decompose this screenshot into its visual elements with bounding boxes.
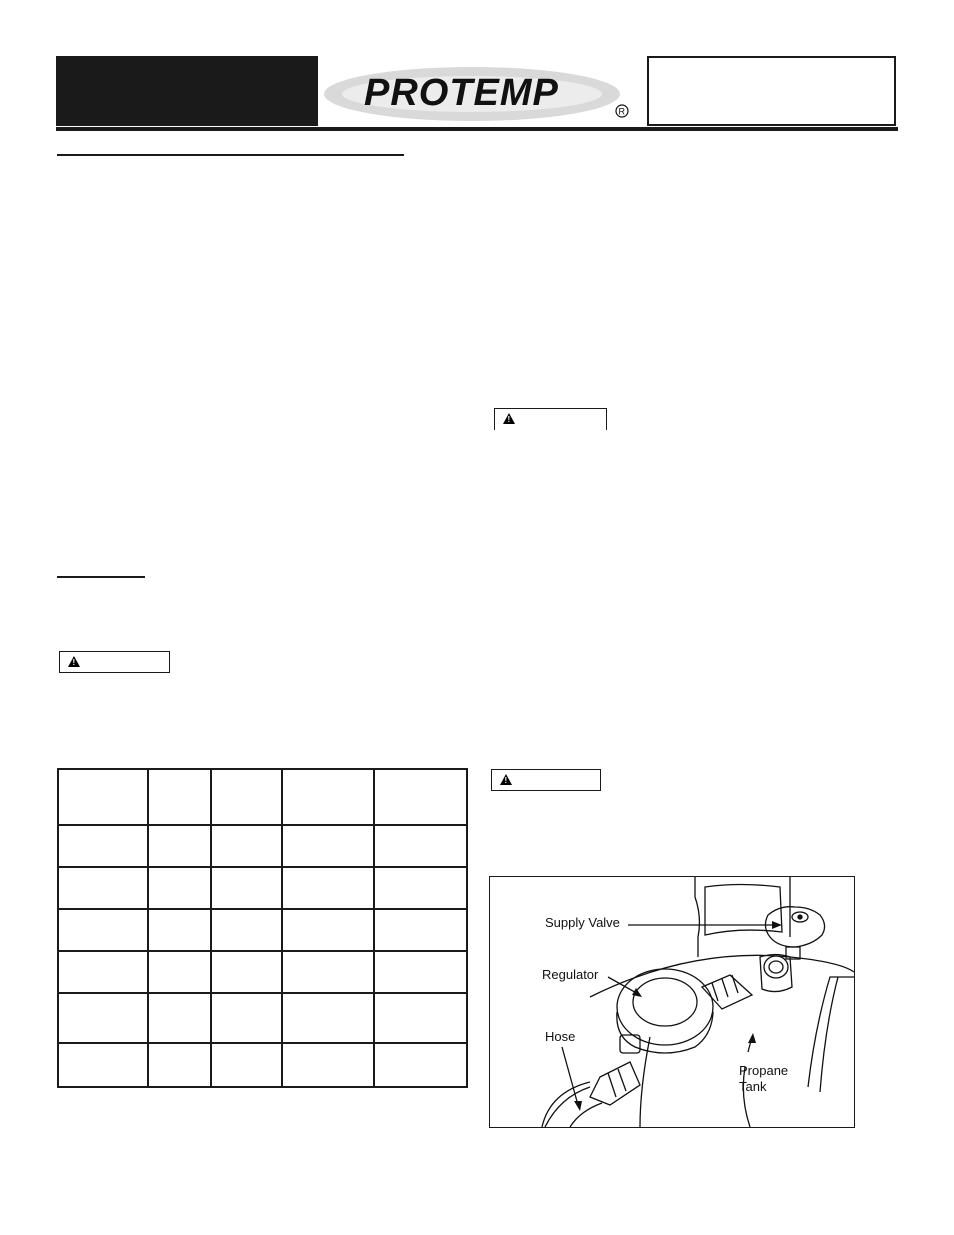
table-cell	[211, 825, 282, 867]
table-cell	[211, 769, 282, 825]
logo-wordmark: PROTEMP	[364, 72, 559, 114]
warning-triangle-icon	[500, 774, 512, 785]
table-cell	[148, 825, 211, 867]
warning-label	[59, 651, 170, 673]
table-cell	[211, 1043, 282, 1087]
table-row	[58, 1043, 467, 1087]
supply-valve-label: Supply Valve	[545, 915, 620, 930]
table-cell	[211, 867, 282, 909]
table-cell	[148, 909, 211, 951]
table-cell	[58, 909, 148, 951]
table-cell	[374, 1043, 467, 1087]
table-cell	[58, 1043, 148, 1087]
regulator-label: Regulator	[542, 967, 599, 982]
table-cell	[58, 867, 148, 909]
table-header-row	[58, 769, 467, 825]
table-row	[58, 867, 467, 909]
table-row	[58, 825, 467, 867]
specifications-table	[57, 768, 468, 1088]
header-title-box	[647, 56, 896, 126]
table-cell	[211, 993, 282, 1043]
propane-tank-label-line2: Tank	[739, 1079, 767, 1094]
table-cell	[374, 951, 467, 993]
table-cell	[148, 867, 211, 909]
table-row	[58, 909, 467, 951]
table-cell	[282, 1043, 374, 1087]
protemp-logo	[322, 56, 644, 128]
table-cell	[148, 769, 211, 825]
table-cell	[282, 951, 374, 993]
table-cell	[374, 825, 467, 867]
table-cell	[58, 993, 148, 1043]
warning-triangle-icon	[68, 656, 80, 667]
table-cell	[282, 909, 374, 951]
propane-connection-figure	[489, 876, 855, 1128]
table-cell	[282, 769, 374, 825]
header-black-block	[56, 56, 318, 126]
table-row	[58, 993, 467, 1043]
table-cell	[374, 909, 467, 951]
warning-label	[491, 769, 601, 791]
subsection-heading-underline	[57, 576, 145, 578]
table-cell	[58, 825, 148, 867]
warning-label	[494, 408, 607, 430]
table-cell	[211, 909, 282, 951]
table-cell	[148, 951, 211, 993]
table-cell	[211, 951, 282, 993]
table-cell	[58, 951, 148, 993]
hose-label: Hose	[545, 1029, 576, 1044]
propane-tank-label-line1: Propane	[739, 1063, 789, 1078]
table-cell	[148, 993, 211, 1043]
warning-triangle-icon	[503, 413, 515, 424]
table-cell	[374, 769, 467, 825]
table-row	[58, 951, 467, 993]
header-rule	[56, 127, 898, 131]
table-cell	[148, 1043, 211, 1087]
table-cell	[58, 769, 148, 825]
table-cell	[374, 867, 467, 909]
section-heading-underline	[57, 154, 404, 156]
table-cell	[282, 867, 374, 909]
registered-mark: R	[618, 106, 625, 117]
table-cell	[374, 993, 467, 1043]
table-cell	[282, 993, 374, 1043]
table-cell	[282, 825, 374, 867]
